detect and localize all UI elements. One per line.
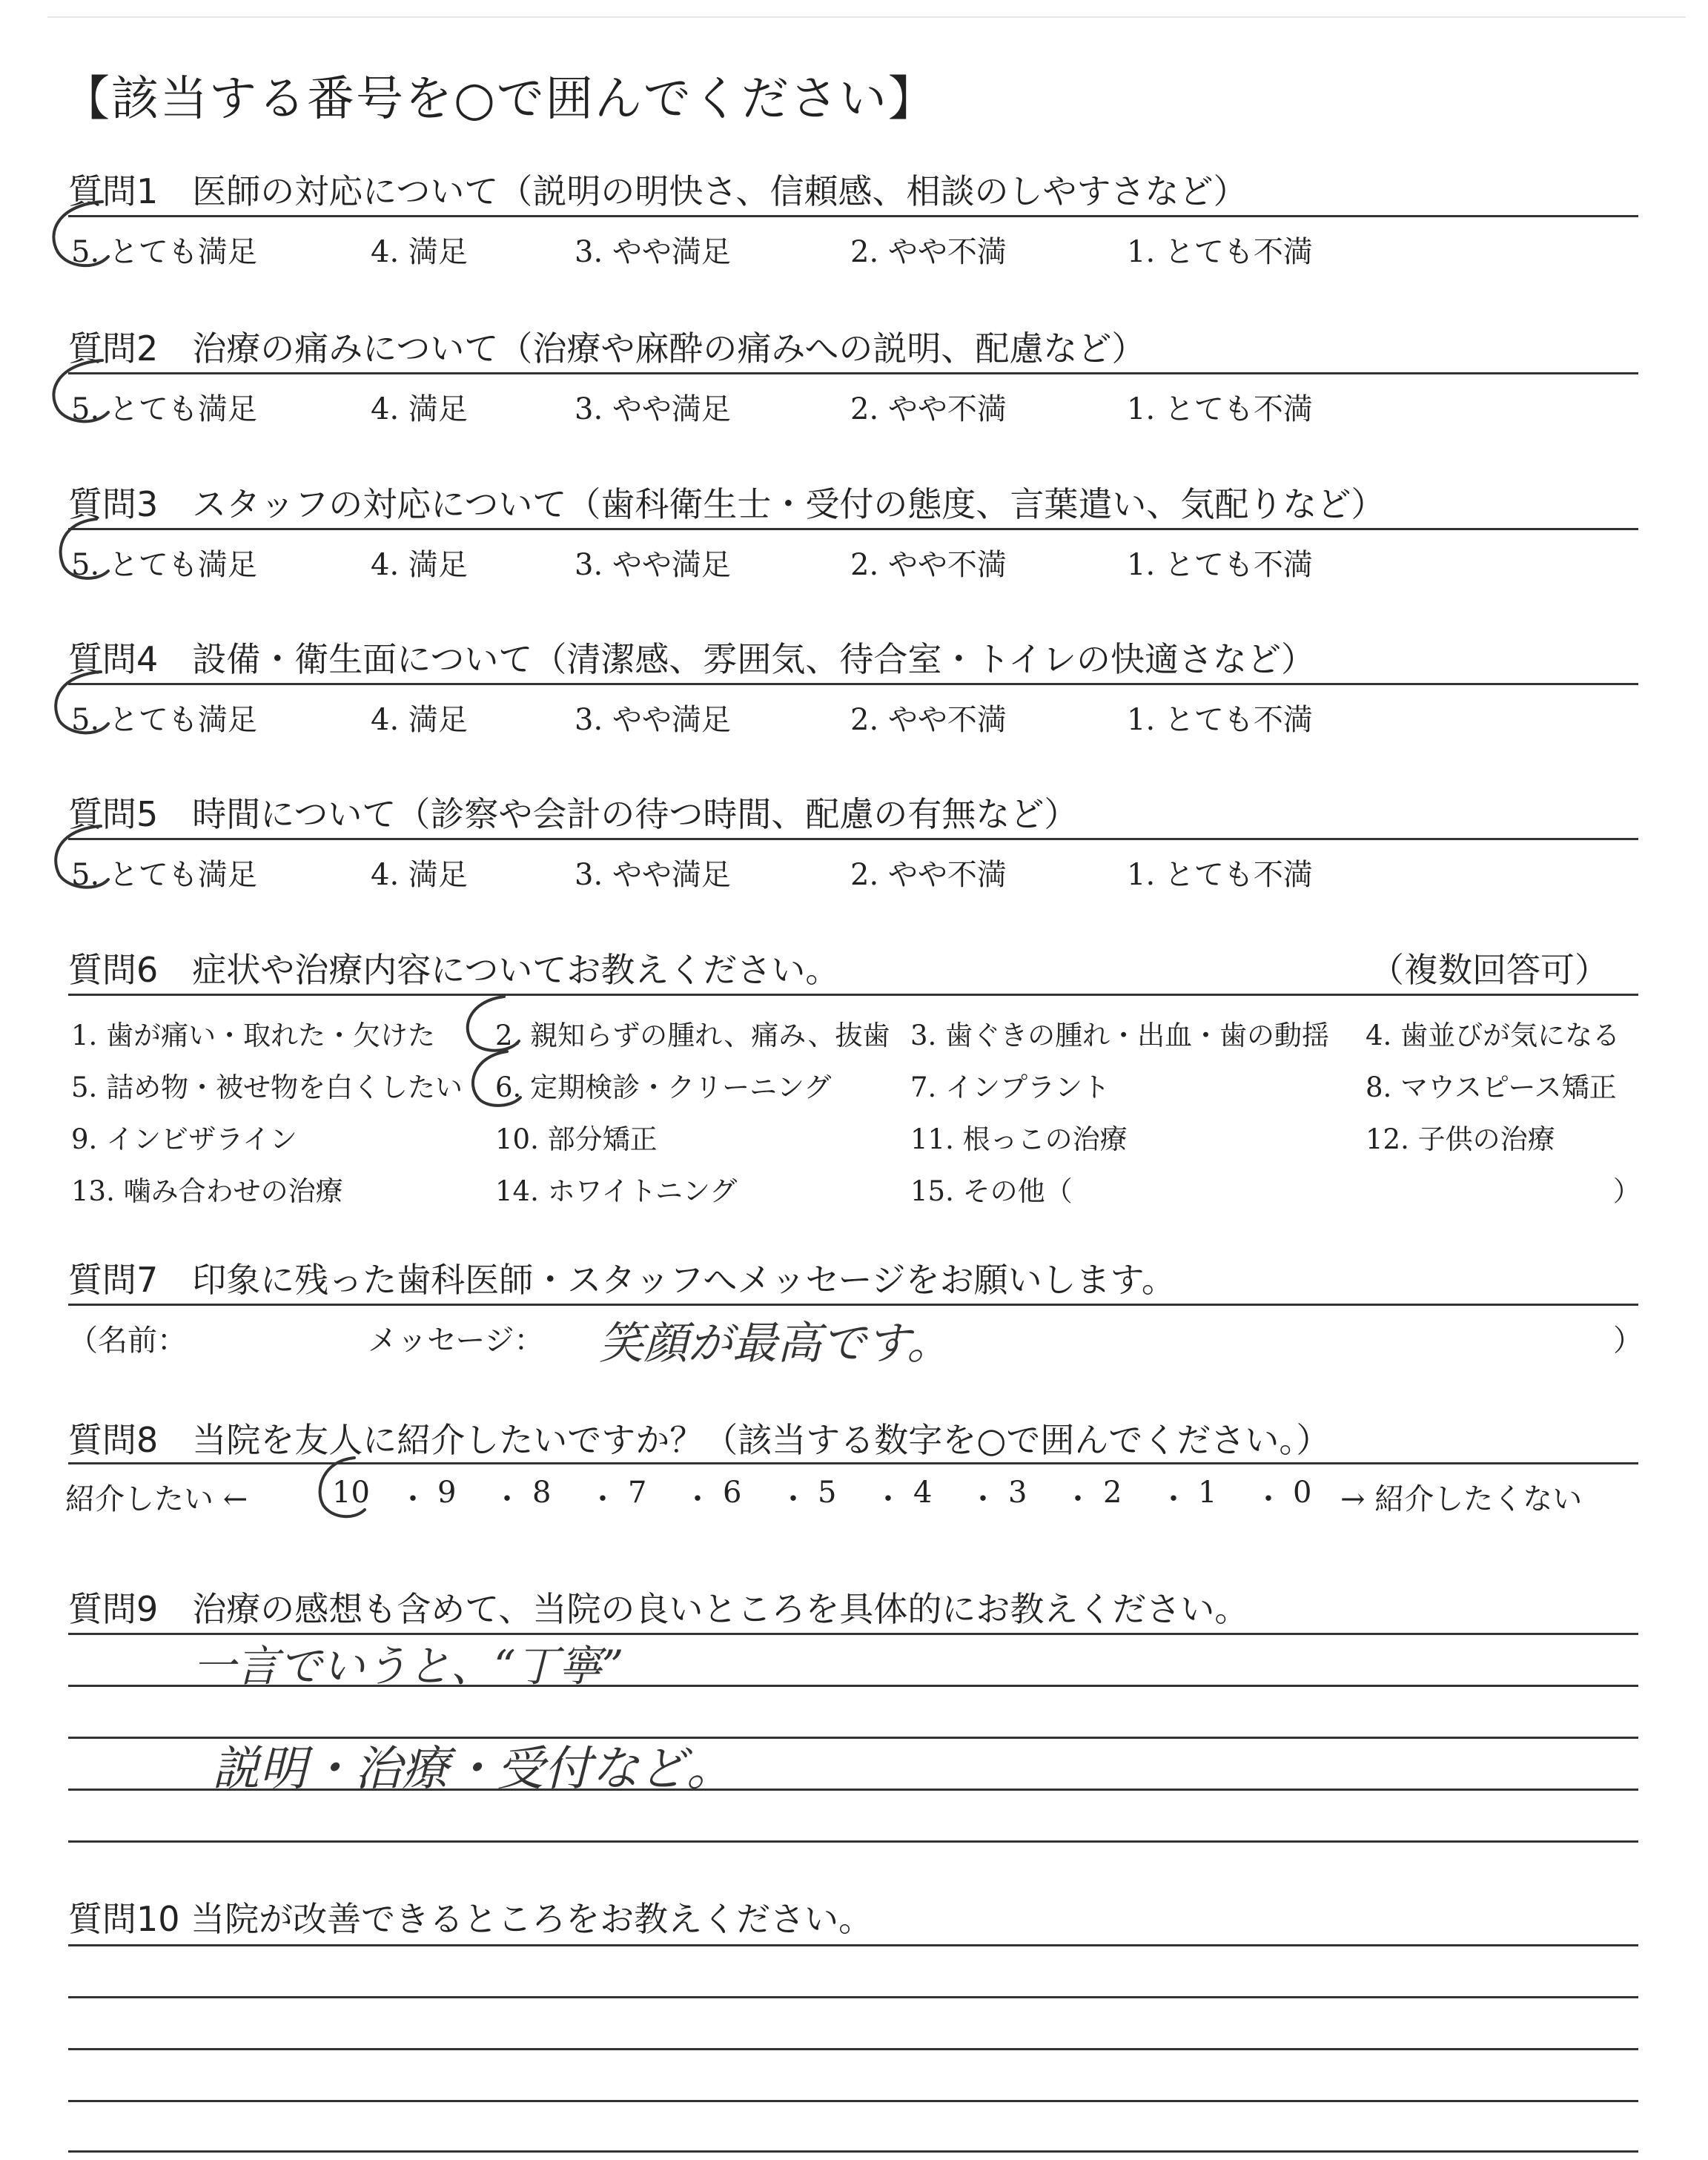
q8-value-6[interactable]: 6 [723,1476,742,1510]
q7-message-label: メッセージ： [368,1324,544,1358]
q1-option-4[interactable]: 4. 満足 [371,235,468,269]
q4-option-5[interactable]: 5. とても満足 [71,703,257,737]
scale-dot: ・ [683,1482,712,1516]
q6-option-13[interactable]: 13. 噛み合わせの治療 [71,1175,343,1207]
q7-message-value[interactable]: 笑顔が最高です。 [599,1318,952,1370]
q8-value-2[interactable]: 2 [1103,1476,1122,1510]
q7-title: 質問7 印象に残った歯科医師・スタッフへメッセージをお願いします。 [68,1260,1176,1300]
q4-option-2[interactable]: 2. やや不満 [850,703,1007,737]
scale-dot: ・ [1063,1482,1093,1516]
q6-option-15[interactable]: 15. その他（ [910,1175,1073,1207]
scale-dot: ・ [778,1482,808,1516]
q1-title: 質問1 医師の対応について（説明の明快さ、信頼感、相談のしやすさなど） [68,171,1248,211]
q6-title: 質問6 症状や治療内容についてお教えください。 [68,950,840,990]
q2-option-4[interactable]: 4. 満足 [371,392,468,426]
scale-dot: ・ [873,1482,903,1516]
q4-option-1[interactable]: 1. とても不満 [1127,703,1313,737]
q9-answer-line [68,1840,1638,1843]
q3-option-3[interactable]: 3. やや満足 [575,548,731,582]
q6-option-4[interactable]: 4. 歯並びが気になる [1366,1020,1621,1051]
q4-option-3[interactable]: 3. やや満足 [575,703,731,737]
q4-rule [68,683,1638,685]
q1-option-5[interactable]: 5. とても満足 [71,235,257,269]
q2-rule [68,372,1638,374]
q1-option-2[interactable]: 2. やや不満 [850,235,1007,269]
q8-value-4[interactable]: 4 [913,1476,933,1510]
q6-option-12[interactable]: 12. 子供の治療 [1366,1123,1555,1155]
q7-close-paren: ） [1613,1324,1643,1358]
q8-rule [68,1462,1638,1464]
q7-name-label: （名前： [68,1324,187,1358]
q1-option-3[interactable]: 3. やや満足 [575,235,731,269]
q3-title: 質問3 スタッフの対応について（歯科衛生士・受付の態度、言葉遣い、気配りなど） [68,484,1386,524]
scale-dot: ・ [398,1482,428,1516]
q8-value-10[interactable]: 10 [332,1476,370,1510]
q4-title: 質問4 設備・衛生面について（清潔感、雰囲気、待合室・トイレの快適さなど） [68,639,1316,679]
q5-option-1[interactable]: 1. とても不満 [1127,858,1313,892]
q5-option-2[interactable]: 2. やや不満 [850,858,1007,892]
q8-value-7[interactable]: 7 [628,1476,647,1510]
q6-option-1[interactable]: 1. 歯が痛い・取れた・欠けた [71,1020,436,1051]
q8-value-8[interactable]: 8 [532,1476,552,1510]
scale-dot: ・ [588,1482,618,1516]
q8-value-5[interactable]: 5 [818,1476,837,1510]
q5-option-4[interactable]: 4. 満足 [371,858,468,892]
q6-option-2[interactable]: 2. 親知らずの腫れ、痛み、抜歯 [495,1020,890,1051]
q6-option-7[interactable]: 7. インプラント [910,1071,1110,1103]
q6-note: （複数回答可） [1370,950,1609,990]
q8-title: 質問8 当院を友人に紹介したいですか？（該当する数字を○で囲んでください。） [68,1420,1331,1460]
q6-option-5[interactable]: 5. 詰め物・被せ物を白くしたい [71,1071,463,1103]
q5-option-5[interactable]: 5. とても満足 [71,858,257,892]
q2-option-3[interactable]: 3. やや満足 [575,392,731,426]
q6-rule [68,994,1638,996]
q10-answer-line [68,2048,1638,2050]
q7-rule [68,1304,1638,1306]
q3-rule [68,528,1638,530]
q10-answer-line [68,1944,1638,1946]
q2-title: 質問2 治療の痛みについて（治療や麻酔の痛みへの説明、配慮など） [68,328,1146,369]
q10-answer-line [68,1996,1638,1998]
q8-value-0[interactable]: 0 [1293,1476,1312,1510]
q6-option-14[interactable]: 14. ホワイトニング [495,1175,738,1207]
q6-option-6[interactable]: 6. 定期検診・クリーニング [495,1071,832,1103]
q2-option-1[interactable]: 1. とても不満 [1127,392,1313,426]
q10-title: 質問10 当院が改善できるところをお教えください。 [68,1899,873,1939]
q9-answer-text[interactable]: 一言でいうと、“丁寧” [193,1641,624,1691]
q6-option-10[interactable]: 10. 部分矯正 [495,1123,658,1155]
q6-option-11[interactable]: 11. 根っこの治療 [910,1123,1128,1155]
q4-option-4[interactable]: 4. 満足 [371,703,468,737]
scan-edge [47,16,1686,18]
q2-option-2[interactable]: 2. やや不満 [850,392,1007,426]
q6-option-3[interactable]: 3. 歯ぐきの腫れ・出血・歯の動揺 [910,1020,1330,1051]
q9-answer-text[interactable]: 説明・治療・受付など。 [212,1742,734,1797]
scale-dot: ・ [1254,1482,1283,1516]
q3-option-5[interactable]: 5. とても満足 [71,548,257,582]
q8-value-9[interactable]: 9 [437,1476,457,1510]
page-title: 【該当する番号を○で囲んでください】 [62,72,937,127]
q1-rule [68,215,1638,217]
scale-dot: ・ [1159,1482,1188,1516]
q6-other-close-paren: ） [1613,1175,1641,1207]
q8-value-3[interactable]: 3 [1008,1476,1027,1510]
q3-option-2[interactable]: 2. やや不満 [850,548,1007,582]
scale-dot: ・ [492,1482,522,1516]
scale-dot: ・ [968,1482,998,1516]
q3-option-4[interactable]: 4. 満足 [371,548,468,582]
q5-title: 質問5 時間について（診察や会計の待つ時間、配慮の有無など） [68,794,1079,834]
q8-left-label: 紹介したい ← [65,1482,248,1516]
q5-option-3[interactable]: 3. やや満足 [575,858,731,892]
q2-option-5[interactable]: 5. とても満足 [71,392,257,426]
q8-right-label: → 紹介したくない [1340,1482,1583,1516]
q1-option-1[interactable]: 1. とても不満 [1127,235,1313,269]
q8-value-1[interactable]: 1 [1198,1476,1217,1510]
q6-option-8[interactable]: 8. マウスピース矯正 [1366,1071,1617,1103]
q5-rule [68,838,1638,840]
q3-option-1[interactable]: 1. とても不満 [1127,548,1313,582]
q10-answer-line [68,2150,1638,2153]
q9-title: 質問9 治療の感想も含めて、当院の良いところを具体的にお教えください。 [68,1589,1249,1629]
q6-option-9[interactable]: 9. インビザライン [71,1123,297,1155]
q10-answer-line [68,2100,1638,2102]
